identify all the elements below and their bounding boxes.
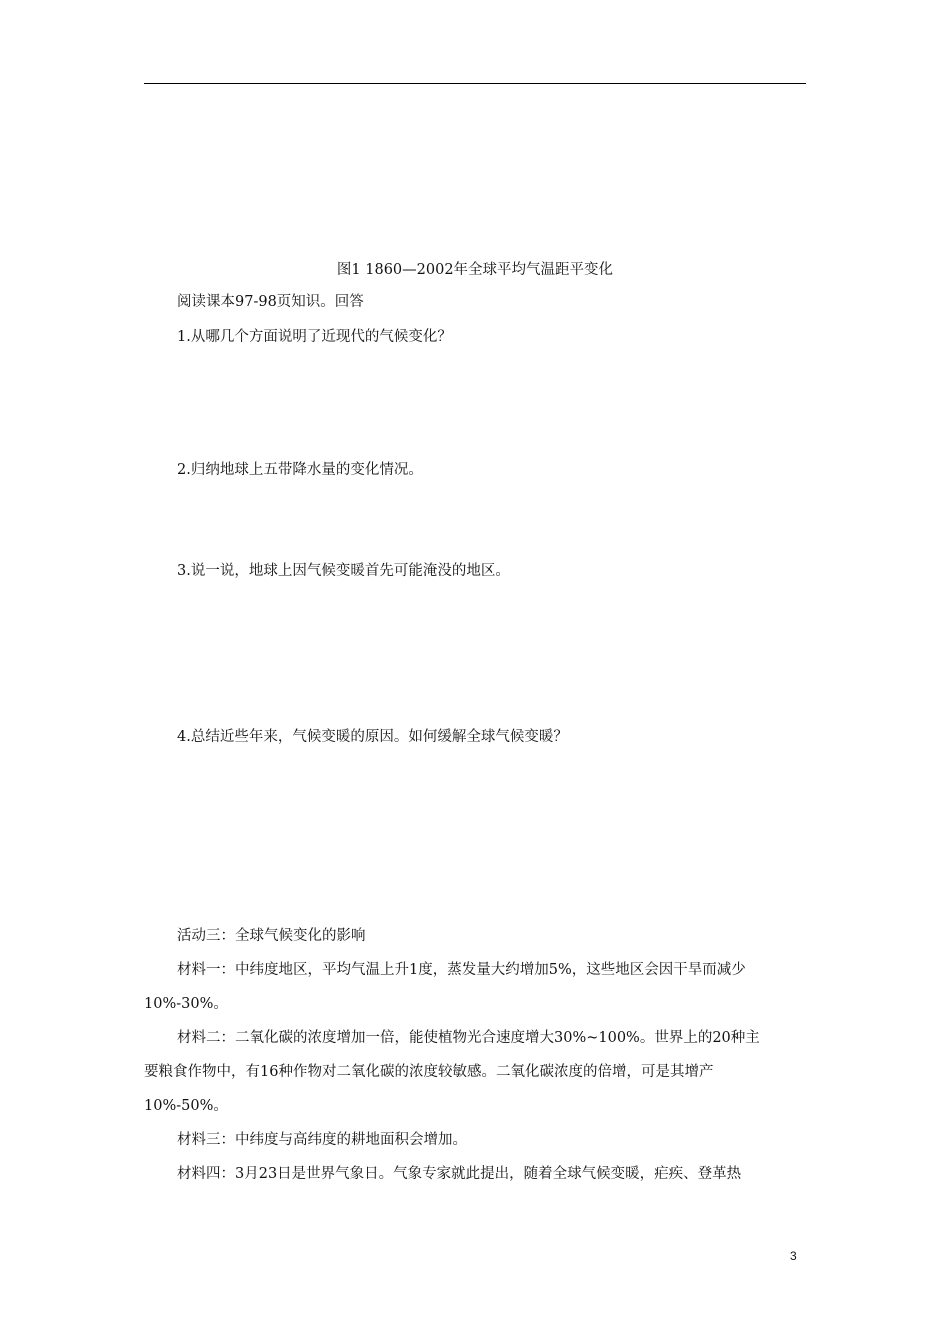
intro-text: 阅读课本97-98页知识。回答 (177, 294, 364, 310)
material-4-line-1: 材料四：3月23日是世界气象日。气象专家就此提出，随着全球气候变暖，疟疾、登革热 (177, 1166, 742, 1182)
figure-caption: 图1 1860—2002年全球平均气温距平变化 (336, 262, 614, 278)
material-2-line-2: 要粮食作物中，有16种作物对二氧化碳的浓度较敏感。二氧化碳浓度的倍增，可是其增产 (144, 1064, 714, 1080)
question-1: 1.从哪几个方面说明了近现代的气候变化？ (177, 329, 452, 345)
activity-title: 活动三：全球气候变化的影响 (177, 928, 366, 944)
question-3: 3.说一说，地球上因气候变暖首先可能淹没的地区。 (177, 563, 510, 579)
question-2: 2.归纳地球上五带降水量的变化情况。 (177, 462, 423, 478)
material-2-line-1: 材料二：二氧化碳的浓度增加一倍，能使植物光合速度增大30%~100%。世界上的20种主 (177, 1030, 760, 1046)
page-number: 3 (790, 1249, 797, 1263)
header-rule (144, 83, 806, 84)
material-2-line-3: 10%-50%。 (144, 1098, 228, 1114)
material-1-line-2: 10%-30%。 (144, 996, 228, 1012)
material-3-line-1: 材料三：中纬度与高纬度的耕地面积会增加。 (177, 1132, 467, 1148)
question-4: 4.总结近些年来，气候变暖的原因。如何缓解全球气候变暖？ (177, 729, 568, 745)
material-1-line-1: 材料一：中纬度地区，平均气温上升1度，蒸发量大约增加5%，这些地区会因干旱而减少 (177, 962, 746, 978)
